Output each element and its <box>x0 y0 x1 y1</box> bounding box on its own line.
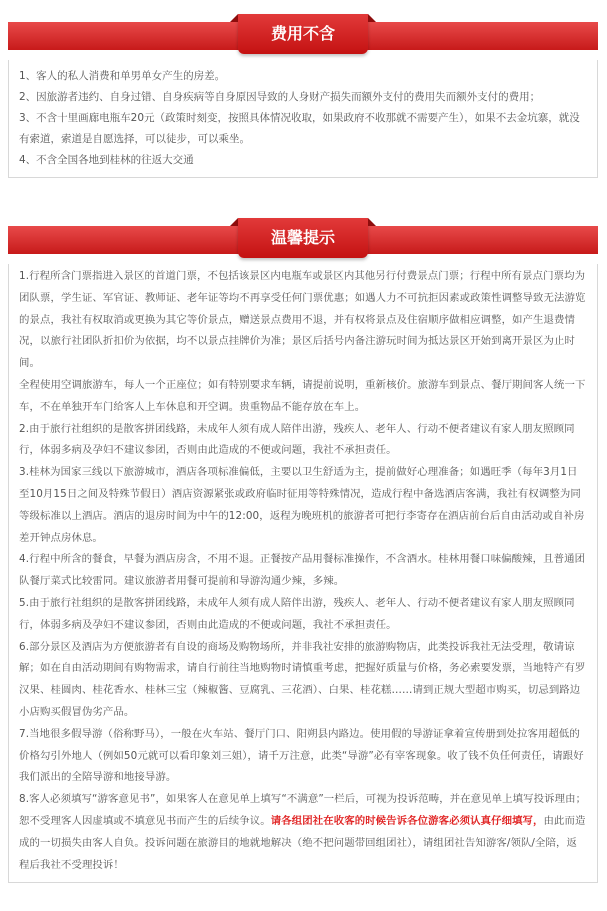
tips-title: 温馨提示 <box>238 218 368 258</box>
list-item: 1、客人的私人消费和单男单女产生的房差。 <box>19 70 226 82</box>
tip-paragraph: 4.行程中所含的餐食，早餐为酒店房含，不用不退。正餐按产品用餐标准操作，不含酒水。桂林用餐口味偏酸辣，且普通团队餐厅菜式比较雷同。建议旅游者用餐可提前和导游沟通少辣，多辣。 <box>19 553 586 588</box>
list-item: 4、不含全国各地到桂林的往返大交通 <box>19 154 194 166</box>
tip-paragraph-feedback <box>19 789 587 876</box>
costs-excluded-body <box>8 60 598 178</box>
tip-paragraph: 2.由于旅行社组织的是散客拼团线路，未成年人须有成人陪伴出游，残疾人、老年人、行动不便者建议有家人朋友照顾同行，体弱多病及孕妇不建议参团，否则由此造成的不便或问题，我社不承担责任。 <box>19 422 575 457</box>
tip-paragraph: 7.当地很多假导游（俗称野马），一般在火车站、餐厅门口、阳朔县内路边。使用假的导游证拿着宣传册到处拉客用超低的价格勾引外地人（例如50元就可以看印象刘三姐），请千万注意，此类“导游”必有宰客现象。收了钱不负任何责任，请跟好我们派出的全陪导游和地接导游。 <box>19 727 584 784</box>
costs-excluded-title: 费用不含 <box>238 14 368 54</box>
tip-paragraph: 3.桂林为国家三线以下旅游城市，酒店各项标准偏低，主要以卫生舒适为主，提前做好心理准备；如遇旺季（每年3月1日至10月15日之间及特殊节假日）酒店资源紧张或政府临时征用等特殊情况，造成行程中备选酒店客满，我社有权调整为同等级标准以上酒店。酒店的退房时间为中午的12:00，返程为晚班机的旅游者可把行李寄存在酒店前台后自由活动或自补房差开钟点房休息。 <box>19 466 585 544</box>
tips-section <box>8 218 598 883</box>
feedback-highlight: 请各组团社在收客的时候告诉各位游客必须认真仔细填写， <box>270 814 544 827</box>
costs-excluded-section <box>8 14 598 178</box>
feedback-text: 8.客人必须填写“游客意见书”，如果客人在意见单上填写“不满意”一栏后，可视为投诉范畴，并在意见单上填写投诉理由；恕不受理客人因虚填或不填意见书而产生的后续争议。 <box>19 793 587 827</box>
tips-body <box>8 264 598 883</box>
list-item: 2、因旅游者违约、自身过错、自身疾病等自身原因导致的人身财产损失而额外支付的费用失而额外支付的费用； <box>19 91 541 103</box>
costs-excluded-header <box>8 14 598 60</box>
tip-paragraph: 5.由于旅行社组织的是散客拼团线路，未成年人须有成人陪伴出游，残疾人、老年人、行动不便者建议有家人朋友照顾同行，体弱多病及孕妇不建议参团，否则由此造成的不便或问题，我社不承担责任。 <box>19 596 575 631</box>
list-item: 3、不含十里画廊电瓶车20元（政策时刻变，按照具体情况收取，如果政府不收那就不需要产生），如果不去金坑寨，就没有索道，索道是自愿选择，可以徒步，可以乘坐。 <box>19 112 580 145</box>
tip-paragraph: 6.部分景区及酒店为方便旅游者有自设的商场及购物场所，并非我社安排的旅游购物店，此类投诉我社无法受理，敬请谅解；如在自由活动期间有购物需求，请自行前往当地购物时请慎重考虑，把握好质量与价格，务必索要发票，当地特产有罗汉果、桂圆肉、桂花香水、桂林三宝（辣椒酱、豆腐乳、三花酒）、白果、桂花糕……请到正规大型超市购买，切忌到路边小店购买假冒伪劣产品。 <box>19 640 586 718</box>
tip-paragraph: 全程使用空调旅游车，每人一个正座位；如有特别要求车辆，请提前说明，重新核价。旅游车到景点、餐厅期间客人统一下车，不在单独开车门给客人上车休息和开空调。贵重物品不能存放在车上。 <box>19 378 586 413</box>
tips-header <box>8 218 598 264</box>
feedback-text-end: 由此而造成的一切损失由客人自负。投诉问题在旅游目的地就地解决（绝不把问题带回组团社），请组团社告知游客/领队/全陪，返程后我社不受理投诉！ <box>19 814 586 871</box>
tip-paragraph: 1.行程所含门票指进入景区的首道门票，不包括该景区内电瓶车或景区内其他另行付费景点门票；行程中所有景点门票均为团队票，学生证、军官证、教师证、老年证等均不再享受任何门票优惠；如遇人力不可抗拒因素或政策性调整导致无法游览的景点，我社有权取消或更换为其它等价景点，赠送景点费用不退，并有权将景点及住宿顺序做相应调整，如产生退费情况，以旅行社团队折扣价为依据，均不以景点挂牌价为准；景区后括号内备注游玩时间为抵达景区开始到离开景区为止时间。 <box>19 270 586 370</box>
